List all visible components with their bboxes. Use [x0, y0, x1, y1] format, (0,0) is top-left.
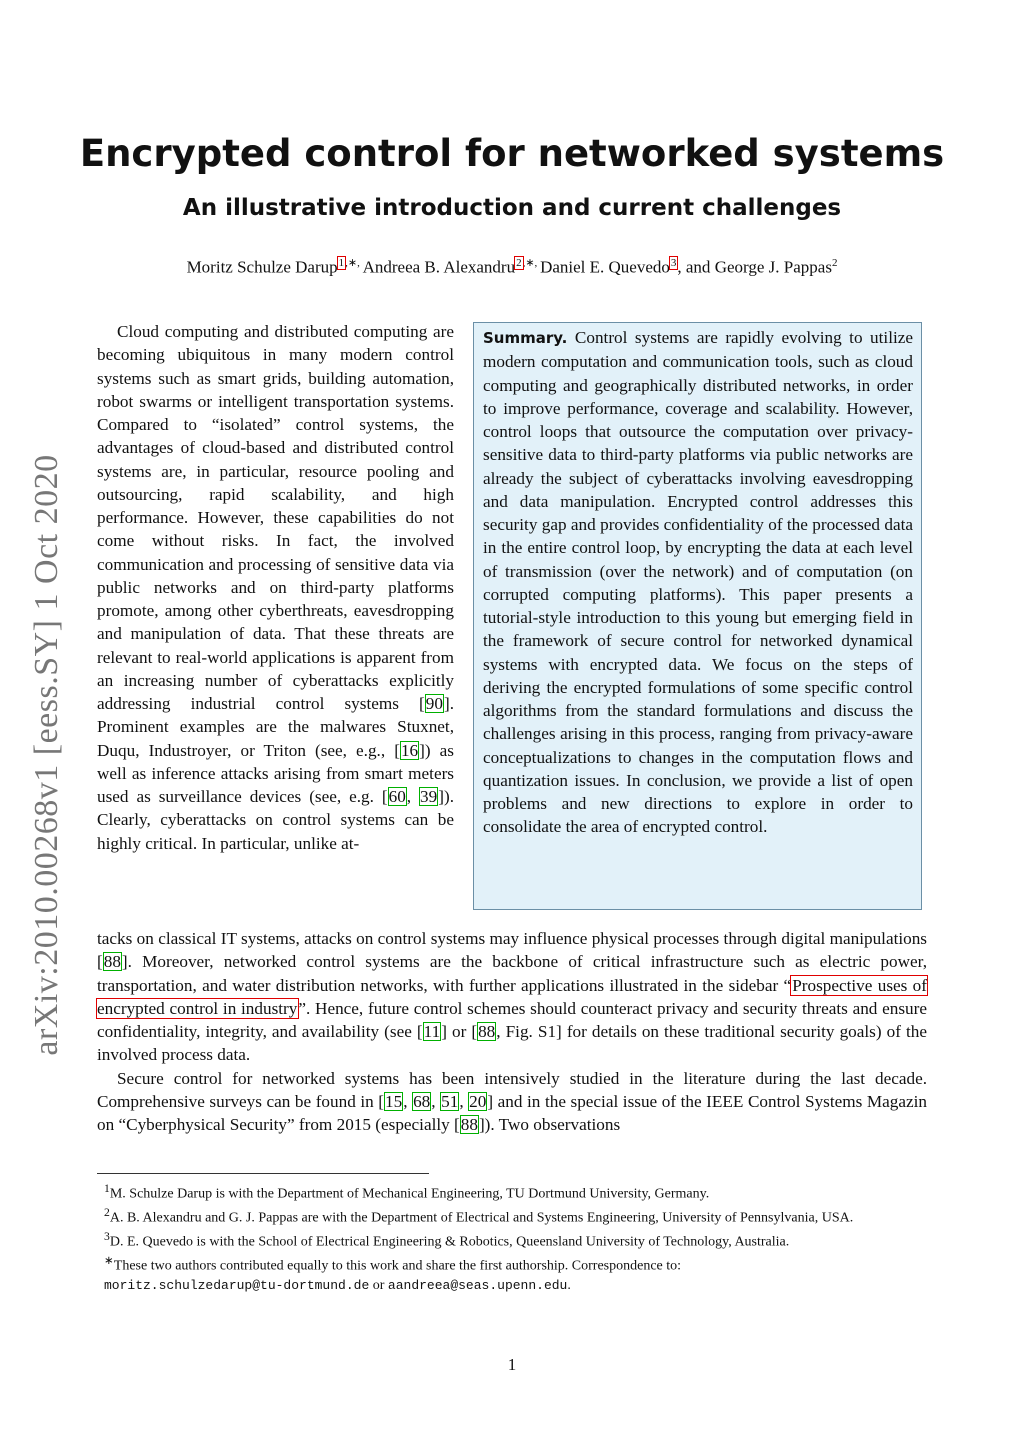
affiliation-link[interactable]: 1 — [338, 257, 345, 269]
text-run: and in the special issue of the IEEE Control Systems Magazin on “Cyberphysical Security” from 2015 (especially — [97, 1091, 928, 1134]
text-run: , Fig. S1] for details on these traditional security goals) of the involved process data. — [97, 1022, 927, 1065]
citation-link[interactable]: 20 — [469, 1091, 487, 1111]
sidebar-reference-link[interactable]: Prospective uses of encrypted control in industry — [97, 975, 928, 1018]
author-name: Daniel E. Quevedo — [540, 257, 670, 277]
author-name: Moritz Schulze Darup — [186, 257, 338, 277]
text-run: ). Two observations — [484, 1115, 621, 1134]
affiliation-link[interactable]: 2 — [516, 257, 522, 269]
arxiv-stamp-text: arXiv:2010.00268v1 [eess.SY] 1 Oct 2020 — [28, 454, 65, 1056]
continued-paragraph: tacks on classical IT systems, attacks on control systems may influence physical processes through digital manipulations [88]. Moreover, networked control systems are the backbone of critical infrastructure such as electric power, transportation, and water distribution networks, with further applications illustrated in the sidebar “Prospective uses of encrypted control in industry”. Hence, future control schemes should counteract privacy and security threats and ensure confidentiality, integrity, and availability (see [11] or [88, Fig. S1] for details on these traditional security goals) of the involved process data. — [97, 929, 928, 1065]
footnote — [104, 1228, 926, 1252]
text-run: Secure control for networked systems has been intensively studied in the literature during the last decade. Comprehensive surveys can be found in — [97, 1068, 927, 1111]
footnotes — [104, 1180, 926, 1295]
footnote-text: D. E. Quevedo is with the School of Electrical Engineering & Robotics, Queensland University of Technology, Australia. — [109, 1234, 790, 1250]
citation-link[interactable]: 39 — [420, 787, 438, 806]
citation-link[interactable]: 16 — [400, 740, 419, 760]
email-link[interactable]: moritz.schulzedarup@tu-dortmund.de — [104, 1277, 370, 1293]
full-width-text — [97, 927, 927, 1136]
text-run: . Prominent examples are the malwares Stuxnet, Duqu, Industroyer, or Triton (see, e.g., — [97, 694, 454, 760]
text-run: tacks on classical IT systems, attacks on control systems may influence physical processes through digital manipulations — [97, 929, 927, 948]
author-mark: ,∗, — [522, 257, 541, 269]
arxiv-stamp — [22, 450, 72, 1060]
footnote-text: These two authors contributed equally to this work and share the first authorship. Correspondence to: — [113, 1259, 682, 1275]
footnote — [104, 1204, 926, 1228]
text-run: ) as well as inference attacks arising from smart meters used as surveillance devices (see, e.g. — [97, 740, 454, 806]
footnote-text: M. Schulze Darup is with the Department of Mechanical Engineering, TU Dortmund University, Germany. — [109, 1186, 710, 1202]
paper-subtitle: An illustrative introduction and current challenges — [182, 195, 842, 221]
text-run: ”. Hence, future control schemes should counteract privacy and security threats and ensure confidentiality, integrity, and availability (see — [97, 998, 927, 1041]
author-line — [0, 256, 1024, 278]
footnote-divider — [97, 1173, 429, 1174]
page-number: 1 — [507, 1355, 517, 1374]
author-mark: ,∗, — [345, 257, 363, 269]
paper-title: Encrypted control for networked systems — [79, 132, 945, 175]
citation-link[interactable]: 88 — [460, 1115, 478, 1134]
footnote-mark: 3 — [104, 1230, 110, 1244]
citation-link[interactable]: 88 — [478, 1022, 496, 1041]
summary-text: Control systems are rapidly evolving to utilize modern computation and communication tools, such as cloud computing and geographically distributed networks, in order to improve performance, coverage and scalability. However, control loops that outsource the computation over privacy-sensitive data to third-party platforms via public networks are already the subject of cyberattacks involving eavesdropping and data manipulation. Encrypted control addresses this security gap and provides confidentiality of the processed data in the entire control loop, by encrypting the data at each level of transmission (over the network) and of computation (on corrupted computing platforms). This paper presents a tutorial-style introduction to this young but emerging field in the framework of secure control for networked dynamical systems with encrypted data. We focus on the steps of deriving the encrypted formulations of some specific control algorithms from the standard formulations and discuss the challenges arising in this process, ranging from privacy-aware conceptualizations to changes in the computation flows and quantization issues. In conclusion, we provide a list of open problems and new directions to explore in order to consolidate the area of encrypted control. — [483, 328, 914, 837]
citation-link[interactable]: 60 — [388, 787, 406, 806]
summary-box — [473, 322, 922, 910]
author-name: Andreea B. Alexandru — [362, 257, 516, 277]
footnote-text: A. B. Alexandru and G. J. Pappas are with the Department of Electrical and Systems Engineering, University of Pennsylvania, USA. — [109, 1210, 854, 1226]
footnote — [104, 1180, 926, 1204]
footnote-mark: 1 — [104, 1182, 110, 1195]
citation-link[interactable]: 68 — [413, 1091, 431, 1111]
text-run: . — [567, 1277, 571, 1293]
left-column — [97, 320, 454, 855]
author-separator: , and — [677, 257, 715, 277]
intro-paragraph: Cloud computing and distributed computing are becoming ubiquitous in many modern control systems such as smart grids, building automation, robot swarms or intelligent transportation systems. Compared to “isolated” control systems, the advantages of cloud-based and distributed control systems are, in particular, resource pooling and outsourcing, rapid scalability, and high performance. However, these capabilities do not come without risks. In fact, the involved communication and processing of sensitive data via public networks and on third-party platforms promote, among other cyberthreats, eavesdropping and manipulation of data. That these threats are relevant to real-world applications is apparent from an increasing number of cyberattacks explicitly addressing industrial control systems [90]. Prominent examples are the malwares Stuxnet, Duqu, Industroyer, or Triton (see, e.g., [16]) as well as inference attacks arising from smart meters used as surveillance devices (see, e.g. [60, 39]). Clearly, cyberattacks on control systems can be highly critical. In particular, unlike at- — [97, 322, 454, 853]
footnote-emails — [104, 1277, 926, 1296]
footnote — [104, 1252, 926, 1276]
citation-link[interactable]: 88 — [103, 952, 121, 972]
text-run: . Moreover, networked control systems are the backbone of critical infrastructure such as electric power, transportation, and water distribution networks, with further applications illustrated in the sidebar “ — [97, 952, 927, 995]
affiliation-link[interactable]: 3 — [670, 257, 677, 269]
affiliation-mark: 2 — [831, 257, 838, 269]
text-run: or — [369, 1277, 388, 1293]
citation-link[interactable]: 11 — [423, 1022, 441, 1041]
author-name: George J. Pappas — [714, 257, 832, 277]
citation-link[interactable]: 51 — [441, 1091, 459, 1111]
email-link[interactable]: aandreea@seas.upenn.edu — [387, 1277, 568, 1293]
text-run: ). Clearly, cyberattacks on control systems can be highly critical. In particular, unlike at- — [97, 787, 454, 853]
summary-label: Summary. — [483, 329, 568, 347]
footnote-mark: ∗ — [104, 1254, 114, 1268]
footnote-mark: 2 — [104, 1206, 110, 1220]
citation-link[interactable]: 15 — [385, 1091, 403, 1111]
citation-link[interactable]: 90 — [425, 694, 443, 713]
text-run: or — [446, 1022, 472, 1041]
secure-control-paragraph: Secure control for networked systems has been intensively studied in the literature during the last decade. Comprehensive surveys can be found in [15, 68, 51, 20] and in the special issue of the IEEE Control Systems Magazin on “Cyberphysical Security” from 2015 (especially [88]). Two observations — [97, 1068, 928, 1134]
text-run: Cloud computing and distributed computing are becoming ubiquitous in many modern control systems such as smart grids, building automation, robot swarms or intelligent transportation systems. Compared to “isolated” control systems, the advantages of cloud-based and distributed control systems are, in particular, resource pooling and outsourcing, rapid scalability, and high performance. However, these capabilities do not come without risks. In fact, the involved communication and processing of sensitive data via public networks and on third-party platforms promote, among other cyberthreats, eavesdropping and manipulation of data. That these threats are relevant to real-world applications is apparent from an increasing number of cyberattacks explicitly addressing industrial control systems — [97, 322, 454, 713]
